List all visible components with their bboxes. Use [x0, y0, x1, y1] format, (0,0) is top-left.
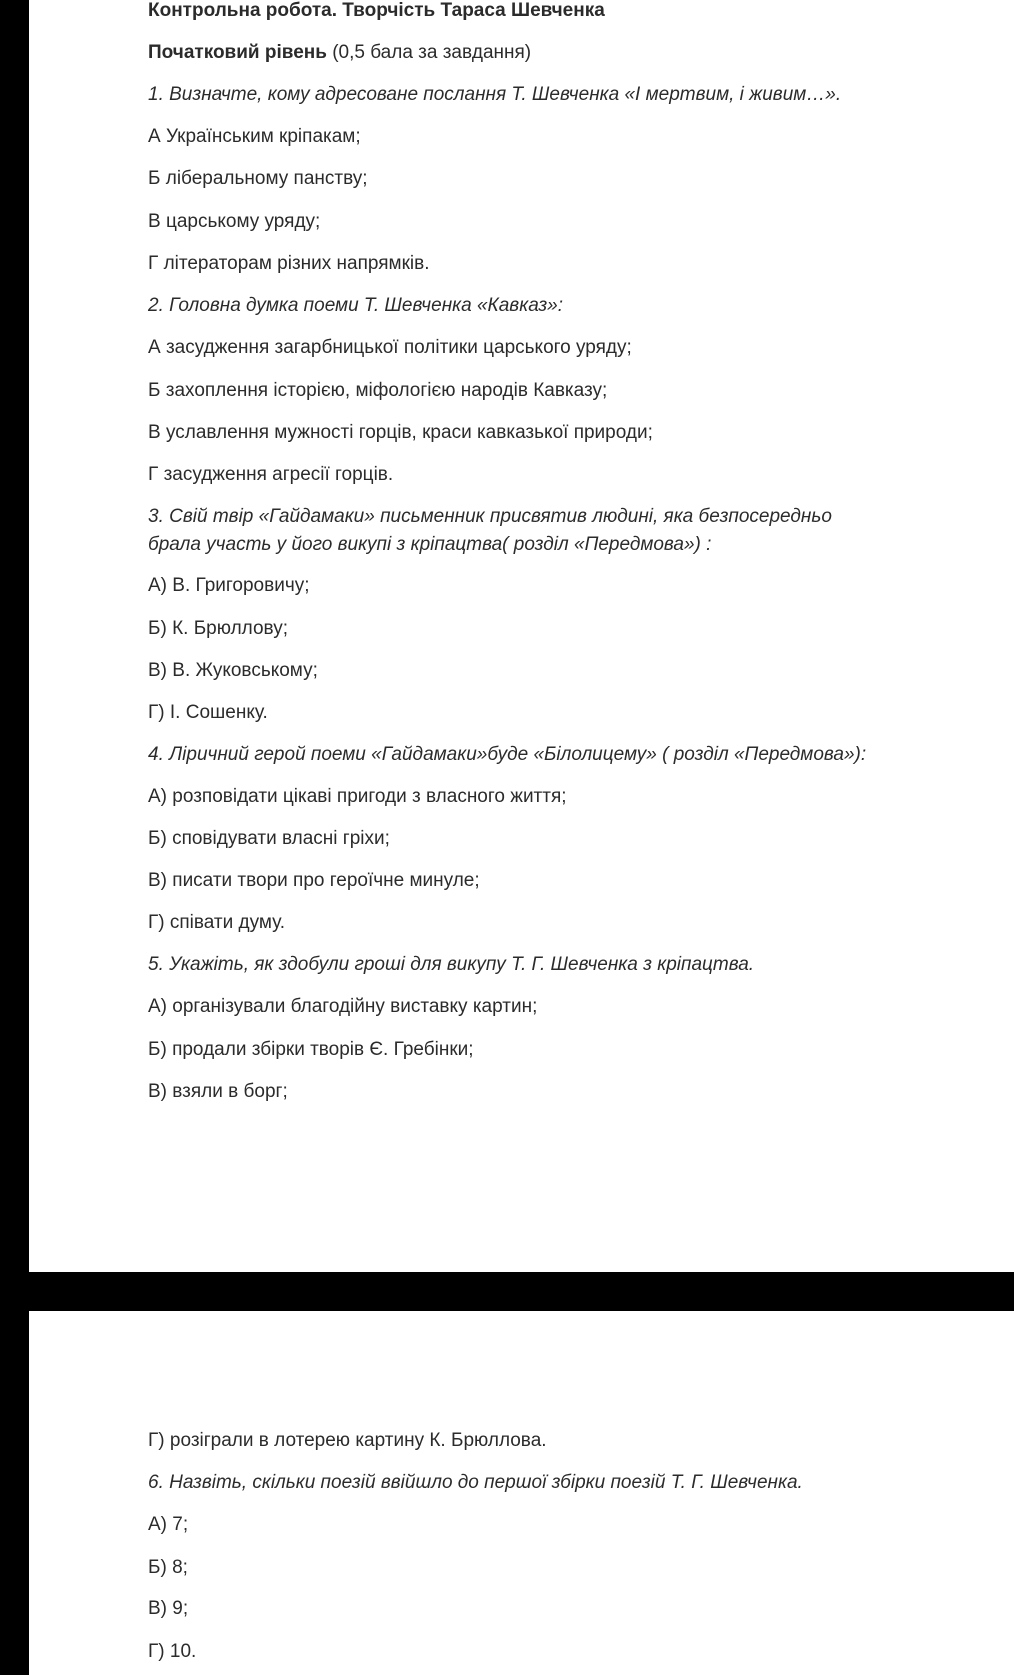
level-note: (0,5 бала за завдання)	[332, 42, 532, 63]
question-6-option-a: А) 7;	[148, 1514, 189, 1535]
question-1-option-b: Б ліберальному панству;	[148, 168, 368, 189]
question-1-option-c: В царському уряду;	[148, 211, 321, 232]
question-2-option-d: Г засудження агресії горців.	[148, 464, 394, 485]
question-3-text-line-2: брала участь у його викупі з кріпацтва( розділ «Передмова») :	[148, 534, 712, 555]
question-1-text: 1. Визначте, кому адресоване послання Т. Шевченка «І мертвим, і живим…».	[148, 84, 842, 105]
question-6-option-c: В) 9;	[148, 1598, 189, 1619]
level-name: Початковий рівень	[148, 42, 327, 63]
document-title: Контрольна робота. Творчість Тараса Шевченка	[148, 0, 605, 21]
question-5-option-a: А) організували благодійну виставку картин;	[148, 996, 538, 1017]
question-2-option-a: А засудження загарбницької політики царського уряду;	[148, 337, 632, 358]
question-6-option-b: Б) 8;	[148, 1557, 188, 1578]
question-5-option-c: В) взяли в борг;	[148, 1081, 288, 1102]
question-4-text: 4. Ліричний герой поеми «Гайдамаки»буде «Білолицему» ( розділ «Передмова»):	[148, 744, 867, 765]
question-4-option-a: А) розповідати цікаві пригоди з власного життя;	[148, 786, 567, 807]
question-6-text: 6. Назвіть, скільки поезій ввійшло до першої збірки поезій Т. Г. Шевченка.	[148, 1472, 803, 1493]
question-3-text-line-1: 3. Свій твір «Гайдамаки» письменник присвятив людині, яка безпосередньо	[148, 506, 832, 527]
question-4-option-b: Б) сповідувати власні гріхи;	[148, 828, 390, 849]
question-1-option-a: А Українським кріпакам;	[148, 126, 361, 147]
question-5-text: 5. Укажіть, як здобули гроші для викупу Т. Г. Шевченка з кріпацтва.	[148, 954, 755, 975]
question-2-option-c: В уславлення мужності горців, краси кавказької природи;	[148, 422, 653, 443]
question-3-option-a: А) В. Григоровичу;	[148, 575, 310, 596]
question-2-option-b: Б захоплення історією, міфологією народів Кавказу;	[148, 380, 608, 401]
question-4-option-c: В) писати твори про героїчне минуле;	[148, 870, 480, 891]
level-heading	[148, 39, 531, 67]
question-1-option-d: Г літераторам різних напрямків.	[148, 253, 430, 274]
question-3-option-c: В) В. Жуковському;	[148, 660, 318, 681]
question-4-option-d: Г) співати думу.	[148, 912, 286, 933]
question-6-option-d: Г) 10.	[148, 1641, 197, 1662]
question-3-option-d: Г) І. Сошенку.	[148, 702, 268, 723]
question-3-option-b: Б) К. Брюллову;	[148, 618, 288, 639]
question-5-option-b: Б) продали збірки творів Є. Гребінки;	[148, 1039, 474, 1060]
question-5-option-d: Г) розіграли в лотерею картину К. Брюллова.	[148, 1430, 547, 1451]
question-2-text: 2. Головна думка поеми Т. Шевченка «Кавказ»:	[148, 295, 564, 316]
